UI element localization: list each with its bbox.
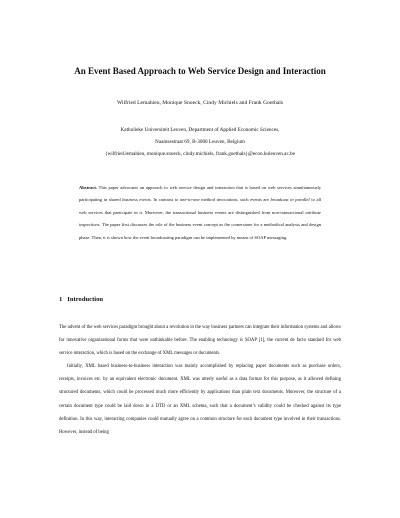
body-text xyxy=(59,321,341,439)
abstract-text: . The paper first discusses the role of the business event concept as the cornerstone for a methodical analysis and design phase. Then, it is shown how the event broadcasting paradigm can be implemented by means of SOAP messaging. xyxy=(79,222,321,240)
section-title: Introduction xyxy=(67,296,104,303)
abstract xyxy=(79,182,321,244)
section-number: 1 xyxy=(59,296,63,303)
abstract-label: Abstract. xyxy=(79,185,98,190)
affiliation-line: Katholieke Universiteit Leuven, Department of Applied Economic Sciences, xyxy=(120,127,280,133)
paragraph: Initially, XML based business-to-business interaction was mainly accomplished by replacing paper documents such as purchase orders, receipts, invoices etc. by an equivalent electronic document. XML was utterly useful as a data format for this purpose, as it allowed defining structured documents, which could be processed much more efficiently by applications than plain text documents. Moreover, the structure of a certain document type could be laid down in a DTD or an XML schema, such that a document’s validity could be checked against its type definition. In this way, interacting companies could mutually agree on a common structure for each document type involved in their transactions. However, instead of being xyxy=(59,364,341,435)
abstract-text: . In contrast to one-to-one method invocations, such events are xyxy=(150,197,271,203)
section-heading xyxy=(59,296,103,304)
abstract-text: to all web services that participate in it. Moreover, the transactional business events are distinguished from non-transactional xyxy=(79,197,322,215)
paragraph: The advent of the web services paradigm brought about a revolution in the way business partners can integrate their information systems and allows for innovative organizational forms that were unthinkable before. The enabling technology is SOAP [1], the current de facto standard for web service interaction, which is based on the exchange of XML messages or documents. xyxy=(59,325,341,357)
author-list: Wilfried Lemahieu, Monique Snoeck, Cindy Michiels and Frank Goethals xyxy=(117,100,283,106)
abstract-text: This paper advocates an approach to web service design and interaction that is based on web services simultaneously participating in shared xyxy=(79,185,321,203)
email-line: {wilfried.lemahieu, monique.snoeck, cindy.michiels, frank.goethals}@econ.kuleuven.ac.be xyxy=(105,151,295,157)
abstract-emphasis: business events xyxy=(122,197,151,203)
affiliation-line: Naamsestraat 69, B-3000 Leuven, Belgium xyxy=(155,139,245,145)
affiliation-block xyxy=(30,124,370,160)
abstract-emphasis: broadcast in parallel xyxy=(270,197,310,203)
paper-title: An Event Based Approach to Web Service Design and Interaction xyxy=(74,66,326,76)
abstract-emphasis: attribute inspections xyxy=(79,209,321,228)
